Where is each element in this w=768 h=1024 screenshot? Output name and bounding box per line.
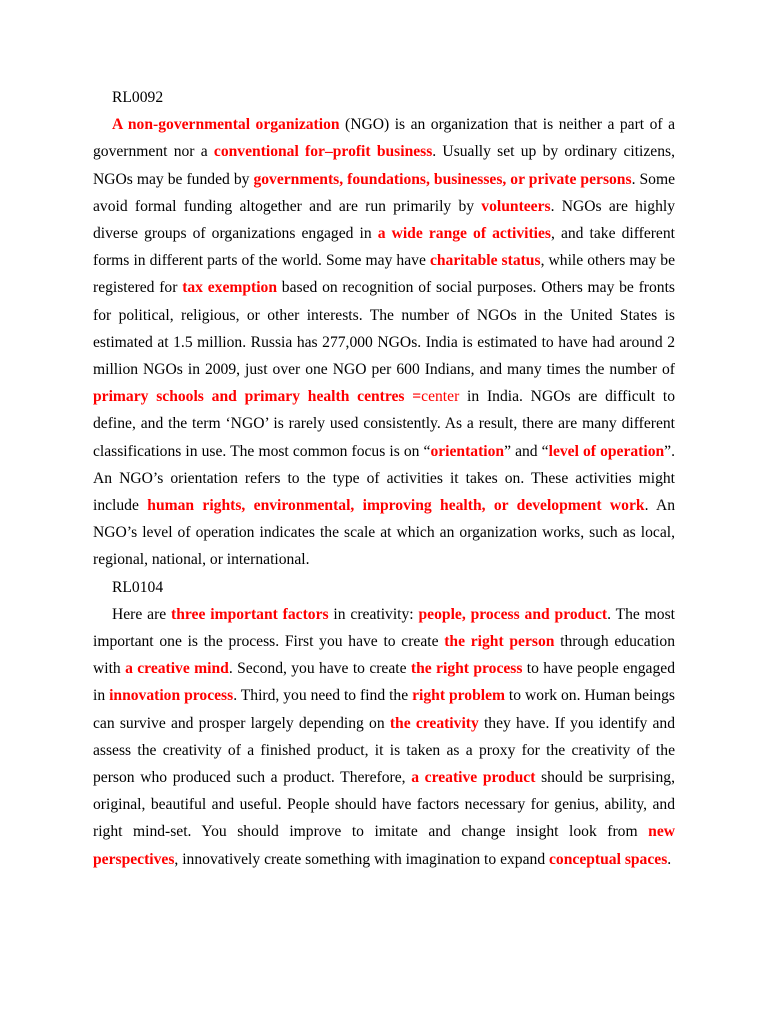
text-run: . Some avoid formal funding altogether and are run primarily by: [93, 170, 676, 215]
highlight-phrase: tax exemption: [182, 279, 278, 297]
red-text-run: center: [421, 388, 460, 406]
highlight-phrase: governments, foundations, businesses, or private persons: [253, 170, 632, 188]
text-run: in India. NGOs are difficult to define, and the term ‘NGO’ is rarely used consistently. As a result, there are many different classifications in use. The most common focus is on “: [93, 388, 675, 460]
text-run: .: [667, 850, 672, 868]
highlight-phrase: conventional for–profit business: [213, 143, 433, 161]
highlight-phrase: primary schools and primary health centres =: [93, 388, 422, 406]
highlight-phrase: level of operation: [548, 442, 665, 460]
paragraph-creativity: [93, 601, 675, 873]
section-id: RL0104: [112, 578, 164, 596]
text-run: , while others may be registered for: [93, 252, 676, 297]
text-run: should be surprising, original, beautiful and useful. People should have factors necessary for genius, ability, and right mind-set. You should improve to imitate and change insight look from: [93, 769, 675, 841]
highlight-phrase: a creative mind: [125, 660, 229, 678]
text-run: . The most important one is the process. First you have to create: [93, 605, 675, 651]
text-run: based on recognition of social purposes. Others may be fronts for political, religious, or other interests. The number of NGOs in the United States is estimated at 1.5 million. Russia has 277,000 NGOs. India is estimated to have had around 2 million NGOs in 2009, just over one NGO per 600 Indians, and many times the number of: [93, 279, 675, 379]
text-run: to work on. Human beings can survive and prosper largely depending on: [93, 687, 675, 732]
text-run: . Third, you need to find the: [233, 687, 413, 705]
text-run: ” and “: [504, 442, 549, 460]
document-page: [93, 84, 675, 873]
paragraph-ngo: [93, 111, 675, 573]
text-run: (NGO) is an organization that is neither a part of a government nor a: [93, 116, 676, 161]
text-run: . An NGO’s level of operation indicates the scale at which an organization works, such as local, regional, national, or international.: [93, 497, 676, 569]
text-run: , innovatively create something with imagination to expand: [174, 850, 550, 868]
text-run: they have. If you identify and assess the creativity of a finished product, it is taken as a proxy for the creativity of the person who produced such a product. Therefore,: [93, 714, 675, 787]
section-id: RL0092: [112, 89, 164, 106]
text-run: ”. An NGO’s orientation refers to the type of activities it takes on. These activities might include: [93, 442, 675, 515]
highlight-phrase: charitable status: [429, 252, 541, 270]
text-run: . Usually set up by ordinary citizens, NGOs may be funded by: [93, 143, 675, 188]
highlight-phrase: conceptual spaces: [549, 850, 668, 868]
text-run: . Second, you have to create: [228, 660, 411, 678]
text-run: through education with: [93, 633, 675, 678]
highlight-phrase: orientation: [430, 442, 505, 460]
highlight-phrase: people, process and product: [418, 605, 608, 623]
highlight-phrase: a wide range of activities: [377, 225, 551, 243]
text-run: to have people engaged in: [93, 660, 675, 705]
highlight-phrase: right problem: [412, 687, 505, 705]
text-run: , and take different forms in different parts of the world. Some may have: [93, 225, 675, 270]
highlight-phrase: the creativity: [389, 714, 479, 732]
highlight-phrase: the right person: [444, 633, 555, 651]
highlight-phrase: three important factors: [171, 605, 329, 623]
text-run: Here are: [112, 605, 172, 623]
highlight-phrase: the right process: [410, 660, 523, 678]
text-run: . NGOs are highly diverse groups of organizations engaged in: [93, 197, 675, 243]
highlight-phrase: new perspectives: [93, 823, 675, 868]
highlight-phrase: human rights, environmental, improving health, or development work: [147, 497, 645, 515]
highlight-phrase: a creative product: [411, 769, 536, 787]
text-run: in creativity:: [328, 605, 419, 623]
highlight-phrase: A non-governmental organization: [112, 116, 340, 134]
highlight-phrase: volunteers: [481, 197, 551, 215]
highlight-phrase: innovation process: [109, 687, 234, 705]
